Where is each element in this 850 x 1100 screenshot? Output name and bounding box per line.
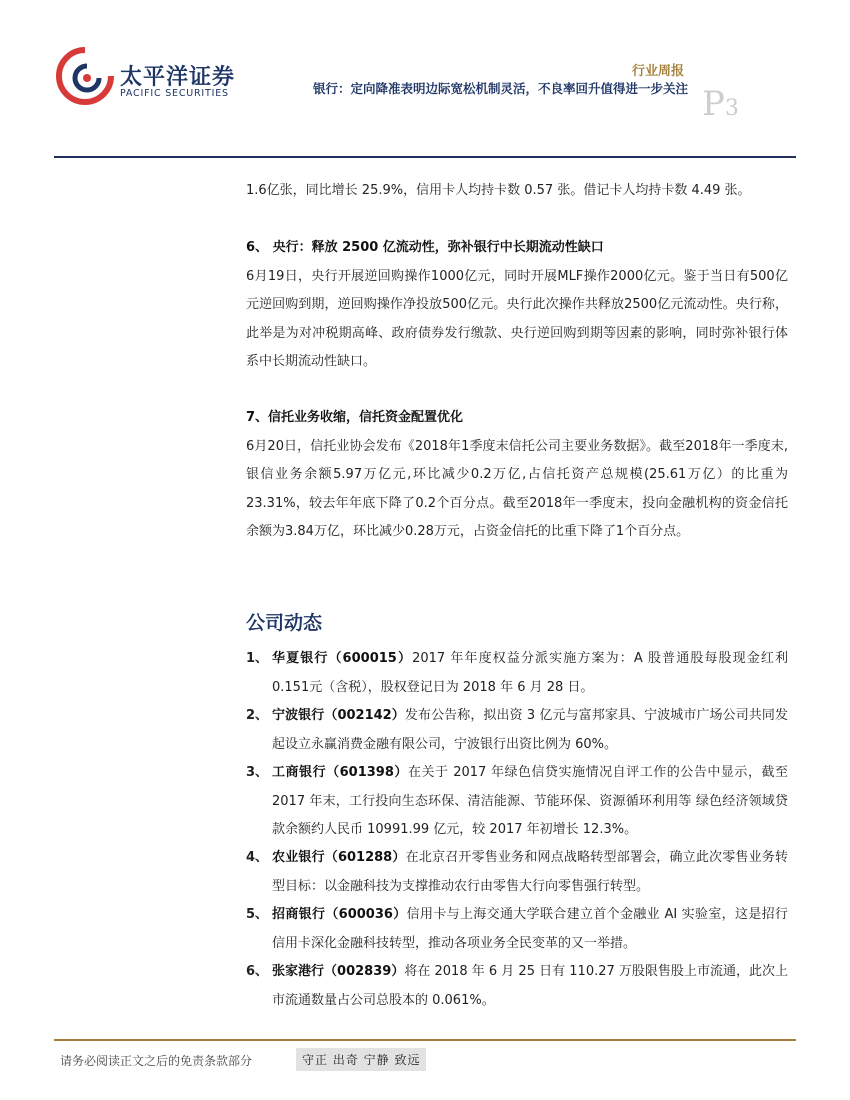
company-news-text: 在北京召开零售业务和网点战略转型部署会，确立此次零售业务转型目标：以金融科技为支撑推动农行由零售大行向零售强行转型。 xyxy=(272,850,788,894)
company-logo xyxy=(56,42,246,112)
section-6 xyxy=(246,234,788,377)
company-name: 华夏银行（600015） xyxy=(272,651,413,666)
company-news-text: 2017 年年度权益分派实施方案为：A 股普通股每股现金红利 0.151元（含税），股权登记日为 2018 年 6 月 28 日。 xyxy=(272,651,788,695)
footer-divider xyxy=(54,1039,796,1041)
section-7-paragraph: 6月20日，信托业协会发布《2018年1季度末信托公司主要业务数据》。截至2018年一季度末,银信业务余额5.97万亿元,环比减少0.2万亿,占信托资产总规模(25.61万亿）的比重为23.31%，较去年年底下降了0.2个百分点。截至2018年一季度末，投向金融机构的资金信托余额为3.84万亿，环比减少0.28万元，占资金信托的比重下降了1个百分点。 xyxy=(246,438,788,539)
section-7-heading: 7、信托业务收缩，信托资金配置优化 xyxy=(246,410,464,425)
list-item xyxy=(246,702,788,759)
company-news-text: 将在 2018 年 6 月 25 日有 110.27 万股限售股上市流通，此次上市流通数量占公司总股本的 0.061%。 xyxy=(272,964,788,1008)
report-title: 银行：定向降准表明边际宽松机制灵活，不良率回升值得进一步关注 xyxy=(312,81,688,96)
intro-paragraph xyxy=(246,177,788,206)
list-item-number: 6、 xyxy=(246,964,269,979)
brand-name-cn: 太平洋证券 xyxy=(120,65,236,90)
header-divider xyxy=(54,156,796,158)
page-digit: 3 xyxy=(724,96,739,121)
company-news-title: 公司动态 xyxy=(246,612,323,634)
list-item-number: 3、 xyxy=(246,765,269,780)
company-news-text: 信用卡与上海交通大学联合建立首个金融业 AI 实验室，这是招行信用卡深化金融科技转型，推动各项业务全民变革的又一举措。 xyxy=(272,907,788,951)
list-item xyxy=(246,759,788,845)
page-prefix: P xyxy=(702,84,725,124)
page-number xyxy=(702,84,739,124)
company-name: 宁波银行（002142） xyxy=(272,708,405,723)
brand-name-en: PACIFIC SECURITIES xyxy=(120,88,229,99)
report-type: 行业周报 xyxy=(631,64,684,79)
company-news-text: 在关于 2017 年绿色信贷实施情况自评工作的公告中显示，截至 2017 年末，工行投向生态环保、清洁能源、节能环保、资源循环利用等 绿色经济领域贷款余额约人民币 10991.99 亿元，较 2017 年初增长 12.3%。 xyxy=(272,765,788,837)
footer-disclaimer: 请务必阅读正文之后的免责条款部分 xyxy=(60,1054,253,1068)
list-item-number: 4、 xyxy=(246,850,269,865)
company-name: 招商银行（600036） xyxy=(272,907,407,922)
list-item-number: 2、 xyxy=(246,708,269,723)
section-6-heading: 6、 央行：释放 2500 亿流动性，弥补银行中长期流动性缺口 xyxy=(246,240,604,255)
company-name: 工商银行（601398） xyxy=(272,765,408,780)
list-item xyxy=(246,958,788,1015)
list-item xyxy=(246,901,788,958)
company-news-text: 发布公告称，拟出资 3 亿元与富邦家具、宁波城市广场公司共同发起设立永赢消费金融有限公司，宁波银行出资比例为 60%。 xyxy=(272,708,788,752)
section-6-paragraph: 6月19日，央行开展逆回购操作1000亿元，同时开展MLF操作2000亿元。鉴于当日有500亿元逆回购到期，逆回购操作净投放500亿元。央行此次操作共释放2500亿元流动性。央行称，此举是为对冲税期高峰、政府债券发行缴款、央行逆回购到期等因素的影响，同时弥补银行体系中长期流动性缺口。 xyxy=(246,268,788,369)
company-name: 农业银行（601288） xyxy=(272,850,406,865)
list-item xyxy=(246,844,788,901)
list-item-number: 1、 xyxy=(246,651,269,666)
list-item xyxy=(246,645,788,702)
list-item-number: 5、 xyxy=(246,907,269,922)
section-7 xyxy=(246,404,788,547)
pacific-securities-logo-icon xyxy=(56,46,114,106)
company-name: 张家港行（002839） xyxy=(272,964,405,979)
footer-motto: 守正 出奇 宁静 致远 xyxy=(296,1048,426,1071)
intro-line: 1.6亿张，同比增长 25.9%，信用卡人均持卡数 0.57 张。借记卡人均持卡数 4.49 张。 xyxy=(246,183,751,198)
